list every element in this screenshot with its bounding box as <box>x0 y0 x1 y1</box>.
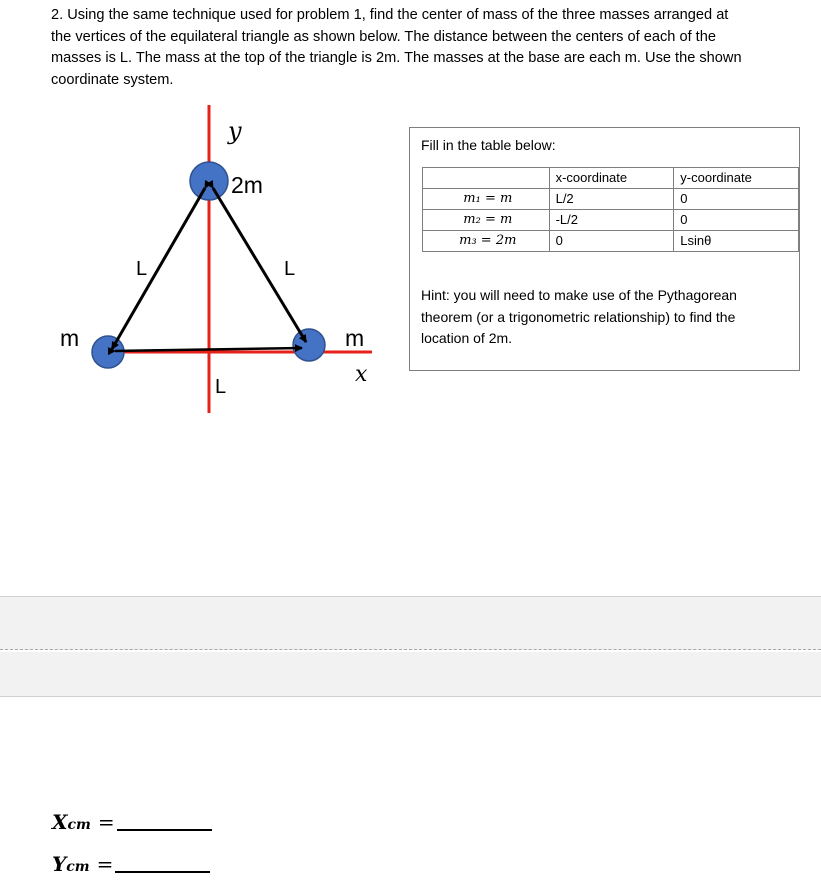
table-header-row <box>423 168 799 189</box>
page-break-band-top <box>0 596 821 650</box>
right-mass-label: m <box>345 325 365 351</box>
header-cell <box>423 168 550 189</box>
triangle-diagram <box>0 0 400 430</box>
hint-line: theorem (or a trigonometric relationship) to find the <box>421 308 736 325</box>
xcm-answer-line <box>52 810 212 834</box>
base-label: L <box>215 376 227 398</box>
xcm-symbol: X <box>52 810 68 834</box>
problem-line: coordinate system. <box>51 71 174 88</box>
table-box <box>409 127 800 371</box>
table-row <box>423 210 799 231</box>
x-cell[interactable]: 0 <box>549 231 674 252</box>
x-axis-label: x <box>355 362 368 387</box>
ycm-subscript: cm <box>66 859 90 875</box>
top-mass-label: 2m <box>231 172 263 198</box>
hint-text <box>421 285 791 350</box>
ycm-symbol: Y <box>52 852 67 876</box>
left-mass-label: m <box>60 325 80 351</box>
ycm-answer-line <box>52 852 210 876</box>
problem-line: masses is L. The mass at the top of the triangle is 2m. The masses at the base are each m. Use the shown <box>51 50 742 66</box>
left-edge-arrow <box>112 188 205 349</box>
y-cell[interactable]: Lsinθ <box>674 231 799 252</box>
table-row <box>423 189 799 210</box>
problem-line: 2. Using the same technique used for problem 1, find the center of mass of the three masses arranged at <box>51 7 729 23</box>
page-break-divider <box>0 649 821 650</box>
table-box-title: Fill in the table below: <box>421 137 556 153</box>
ycm-answer-blank[interactable] <box>115 871 210 873</box>
ycm-equals: = <box>96 852 114 876</box>
y-axis-label: y <box>228 117 242 145</box>
problem-line: the vertices of the equilateral triangle as shown below. The distance between the centers of each of the <box>51 28 716 45</box>
x-cell[interactable]: -L/2 <box>549 210 674 231</box>
coordinates-table <box>422 167 799 252</box>
header-cell: y-coordinate <box>674 168 799 189</box>
right-mass-circle <box>293 329 325 361</box>
page-break-band-bottom <box>0 652 821 697</box>
x-cell[interactable]: L/2 <box>549 189 674 210</box>
xcm-subscript: cm <box>67 817 91 833</box>
table-row <box>423 231 799 252</box>
left-side-label: L <box>136 258 148 280</box>
right-side-label: L <box>284 258 296 280</box>
mass-cell: m₁ = m <box>423 189 550 210</box>
header-cell: x-coordinate <box>549 168 674 189</box>
hint-line: Hint: you will need to make use of the Pythagorean <box>421 287 737 303</box>
top-mass-circle <box>190 162 228 200</box>
mass-cell: m₃ = 2m <box>423 231 550 252</box>
y-cell[interactable]: 0 <box>674 189 799 210</box>
xcm-equals: = <box>97 810 115 834</box>
xcm-answer-blank[interactable] <box>117 829 212 831</box>
mass-cell: m₂ = m <box>423 210 550 231</box>
hint-line: location of 2m. <box>421 330 513 346</box>
y-cell[interactable]: 0 <box>674 210 799 231</box>
